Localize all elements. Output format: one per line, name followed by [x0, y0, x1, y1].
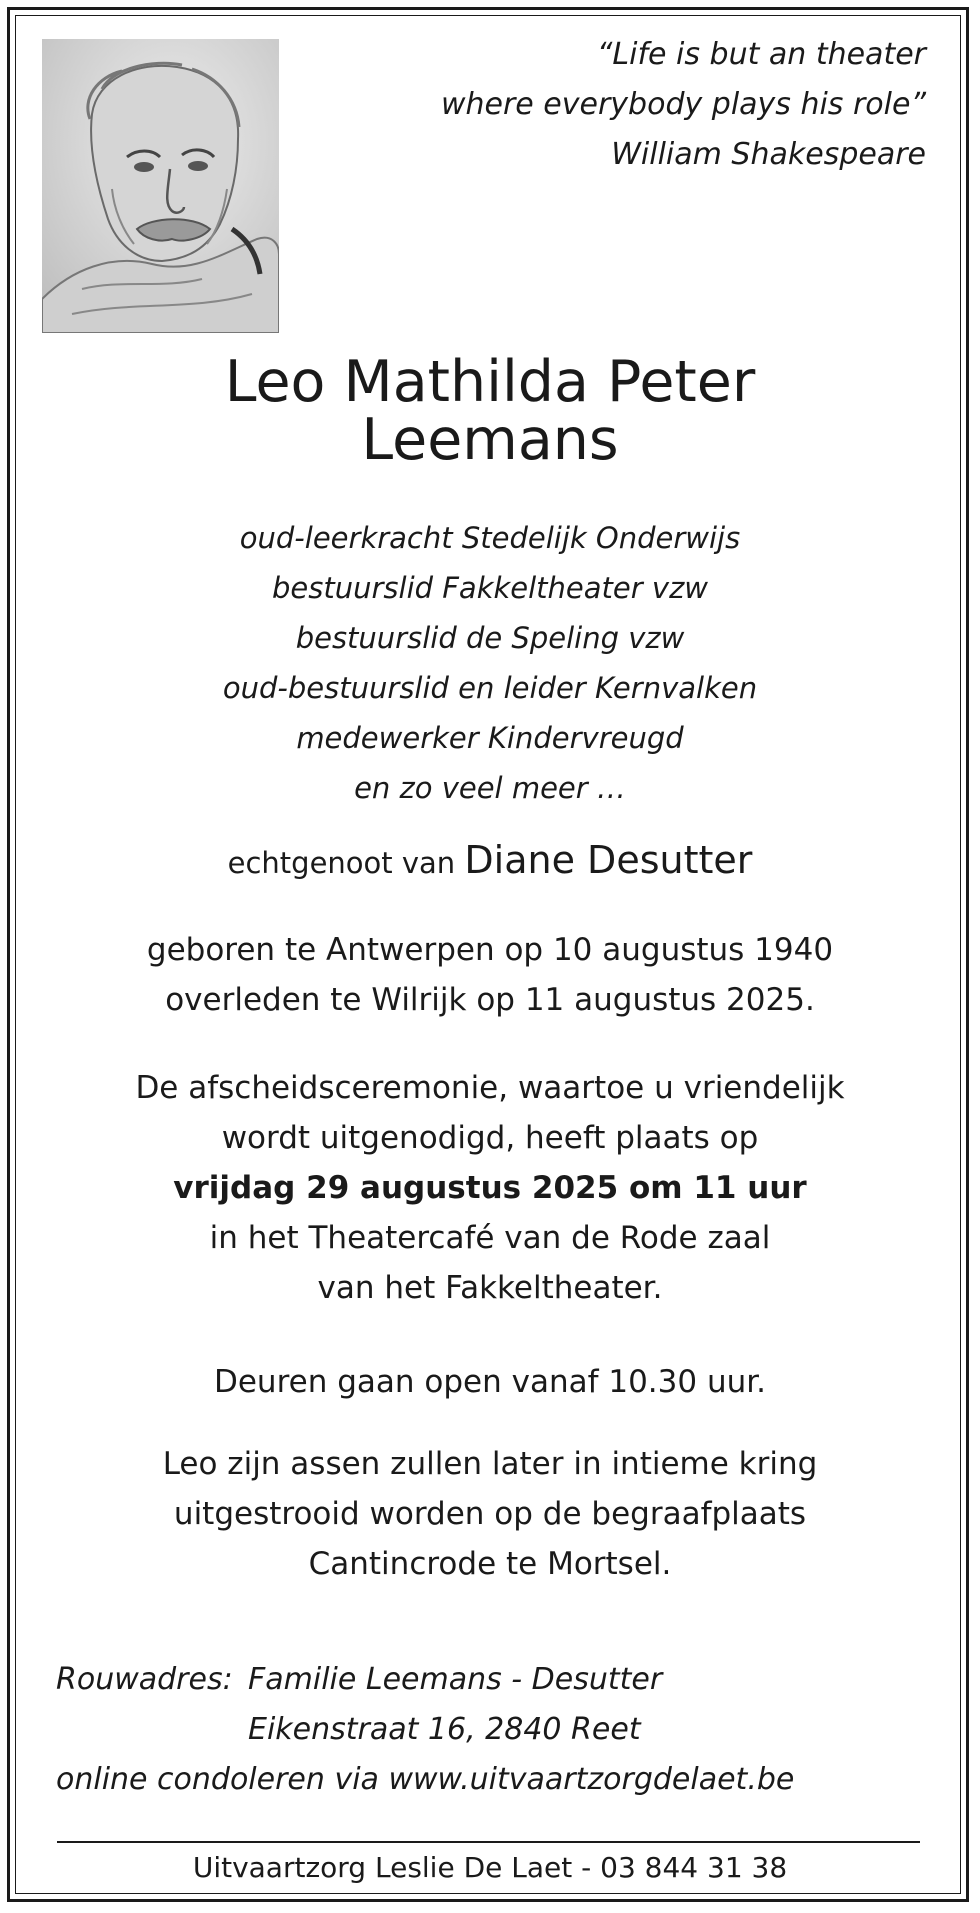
spouse-prefix: echtgenoot van	[227, 846, 456, 880]
death-line: overleden te Wilrijk op 11 augustus 2025.	[165, 982, 815, 1018]
birth-line: geboren te Antwerpen op 10 augustus 1940	[146, 932, 834, 968]
doors-open-line: Deuren gaan open vanaf 10.30 uur.	[213, 1364, 767, 1400]
ashes-line-2: uitgestrooid worden op de begraafplaats	[173, 1496, 807, 1532]
deceased-name-line-2: Leemans	[361, 407, 619, 473]
funeral-home-footer: Uitvaartzorg Leslie De Laet - 03 844 31 38	[192, 1851, 788, 1884]
role-item: medewerker Kindervreugd	[296, 721, 684, 755]
quote-line-2: where everybody plays his role”	[440, 87, 926, 122]
quote-author: William Shakespeare	[611, 137, 926, 172]
life-dates	[0, 925, 980, 1025]
deceased-name-line-1: Leo Mathilda Peter	[224, 349, 756, 415]
shakespeare-quote	[366, 30, 926, 180]
ceremony-line-4: in het Theatercafé van de Rode zaal	[209, 1220, 771, 1256]
address-label: Rouwadres:	[56, 1662, 233, 1697]
ashes-line-3: Cantincrode te Mortsel.	[308, 1546, 672, 1582]
quote-line-1: “Life is but an theater	[596, 37, 926, 72]
footer-divider	[57, 1841, 920, 1843]
role-item: oud-leerkracht Stedelijk Onderwijs	[239, 521, 741, 555]
online-condolence-link[interactable]: online condoleren via www.uitvaartzorgdelaet.be	[56, 1762, 795, 1797]
portrait-drawing-icon	[42, 39, 279, 333]
roles-list	[0, 513, 980, 813]
role-item: bestuurslid de Speling vzw	[295, 621, 685, 655]
address-line-1: Familie Leemans - Desutter	[248, 1662, 663, 1697]
ceremony-info	[0, 1063, 980, 1313]
role-item: bestuurslid Fakkeltheater vzw	[271, 571, 709, 605]
ashes-line-1: Leo zijn assen zullen later in intieme kring	[162, 1446, 818, 1482]
ashes-info	[0, 1439, 980, 1589]
address-line-2: Eikenstraat 16, 2840 Reet	[248, 1712, 641, 1747]
role-item: en zo veel meer …	[354, 771, 626, 805]
ceremony-line-2: wordt uitgenodigd, heeft plaats op	[221, 1120, 759, 1156]
ceremony-date-time: vrijdag 29 augustus 2025 om 11 uur	[173, 1170, 807, 1206]
role-item: oud-bestuurslid en leider Kernvalken	[222, 671, 758, 705]
spouse-name: Diane Desutter	[464, 838, 753, 882]
ceremony-line-1: De afscheidsceremonie, waartoe u vriendelijk	[135, 1070, 845, 1106]
spouse-line	[0, 836, 980, 887]
ceremony-line-5: van het Fakkeltheater.	[317, 1270, 663, 1306]
